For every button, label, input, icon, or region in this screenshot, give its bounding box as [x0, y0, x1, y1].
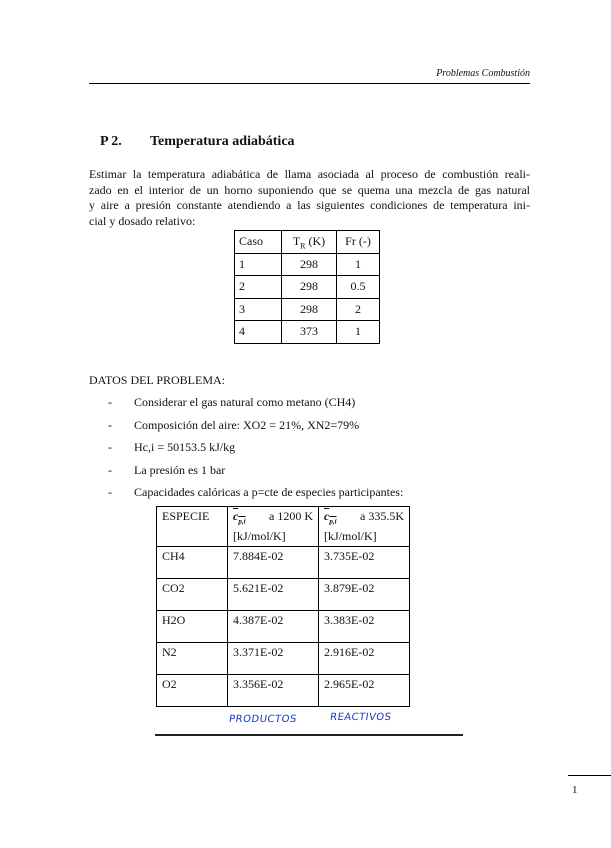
cp-temp: a 1200 K — [269, 509, 313, 523]
table-row — [235, 321, 380, 344]
list-item-text: Composición del aire: XO2 = 21%, XN2=79% — [134, 417, 360, 432]
table-header-row — [235, 231, 380, 254]
cp-unit: [kJ/mol/K] — [324, 529, 377, 544]
cp-unit: [kJ/mol/K] — [233, 529, 286, 544]
section-title — [100, 134, 295, 150]
cell-caso: 4 — [235, 321, 282, 344]
datos-heading: DATOS DEL PROBLEMA: — [89, 373, 226, 387]
cell-caso: 1 — [235, 253, 282, 276]
intro-line: Estimar la temperatura adiabática de llama asociada al proceso de combustión reali- — [89, 167, 530, 181]
cell-cp1200: 4.387E-02 — [228, 611, 319, 643]
cell-tr: 373 — [282, 321, 337, 344]
table-row — [235, 253, 380, 276]
cell-especie: N2 — [157, 643, 228, 675]
list-item-text: La presión es 1 bar — [134, 462, 226, 477]
cell-cp335: 2.916E-02 — [319, 643, 410, 675]
cell-cp1200: 7.884E-02 — [228, 547, 319, 579]
species-table — [156, 506, 410, 707]
footer-rule — [568, 775, 611, 776]
intro-line: zado en el interior de un horno suponiendo que se quema una mezcla de gas natural — [89, 182, 530, 197]
data-list — [108, 395, 403, 508]
list-item-text: Considerar el gas natural como metano (CH4) — [134, 395, 356, 409]
cell-cp335: 3.879E-02 — [319, 579, 410, 611]
cp-symbol — [324, 509, 337, 529]
list-item — [108, 440, 403, 463]
table-row — [157, 547, 410, 579]
cell-tr: 298 — [282, 298, 337, 321]
table-row — [235, 276, 380, 299]
header-rule — [89, 83, 530, 84]
list-item — [108, 463, 403, 486]
bullet-dash: - — [108, 440, 112, 455]
cell-cp335: 3.383E-02 — [319, 611, 410, 643]
cell-cp1200: 3.356E-02 — [228, 675, 319, 707]
handwritten-productos: PRODUCTOS — [228, 714, 298, 725]
cell-especie: H2O — [157, 611, 228, 643]
bullet-dash: - — [108, 395, 112, 409]
table-row — [157, 579, 410, 611]
list-item — [108, 485, 403, 508]
intro-line: y aire a presión constante atendiendo a las siguientes condiciones de temperatura ini- — [89, 198, 530, 212]
list-item-text: Hc,i = 50153.5 kJ/kg — [134, 440, 236, 455]
section-number: P 2. — [100, 134, 122, 149]
running-header: Problemas Combustión — [436, 68, 530, 79]
cell-caso: 2 — [235, 276, 282, 299]
tr-subscript: R — [300, 240, 306, 250]
table-header-row — [157, 507, 410, 547]
page-number: 1 — [572, 784, 578, 796]
bottom-rule — [155, 734, 463, 736]
table-row — [157, 643, 410, 675]
header-tr — [282, 231, 337, 254]
cell-tr: 298 — [282, 253, 337, 276]
cell-caso: 3 — [235, 298, 282, 321]
cell-especie: O2 — [157, 675, 228, 707]
header-especie: ESPECIE — [157, 507, 228, 547]
cell-fr: 1 — [337, 321, 380, 344]
intro-paragraph — [89, 167, 530, 229]
header-caso: Caso — [235, 231, 282, 254]
cell-especie: CO2 — [157, 579, 228, 611]
cp-subscript: p,i — [238, 517, 246, 526]
table-row — [235, 298, 380, 321]
bullet-dash: - — [108, 462, 112, 477]
cp-letter: c — [324, 509, 330, 523]
cell-fr: 0.5 — [337, 276, 380, 299]
intro-line: cial y dosado relativo: — [89, 213, 196, 228]
list-item-text: Capacidades calóricas a p=cte de especies participantes: — [134, 485, 404, 500]
cell-fr: 2 — [337, 298, 380, 321]
cell-cp335: 3.735E-02 — [319, 547, 410, 579]
table-row — [157, 611, 410, 643]
section-title-text: Temperatura adiabática — [150, 134, 295, 149]
cp-symbol — [233, 509, 246, 529]
tr-symbol: T — [292, 233, 301, 248]
cell-cp1200: 3.371E-02 — [228, 643, 319, 675]
bullet-dash: - — [108, 485, 112, 500]
cell-especie: CH4 — [157, 547, 228, 579]
cp-letter: c — [233, 509, 239, 523]
cell-fr: 1 — [337, 253, 380, 276]
list-item — [108, 395, 403, 418]
handwritten-reactivos: REACTIVOS — [329, 712, 393, 723]
cp-subscript: p,i — [329, 517, 337, 526]
cp-temp: a 335.5K — [360, 509, 404, 523]
bullet-dash: - — [108, 417, 112, 432]
cell-cp335: 2.965E-02 — [319, 675, 410, 707]
cell-tr: 298 — [282, 276, 337, 299]
tr-unit: (K) — [305, 233, 326, 248]
conditions-table — [234, 230, 380, 344]
table-row — [157, 675, 410, 707]
header-fr: Fr (-) — [337, 231, 380, 254]
header-cp-335 — [319, 507, 410, 547]
list-item — [108, 418, 403, 441]
cell-cp1200: 5.621E-02 — [228, 579, 319, 611]
header-cp-1200 — [228, 507, 319, 547]
